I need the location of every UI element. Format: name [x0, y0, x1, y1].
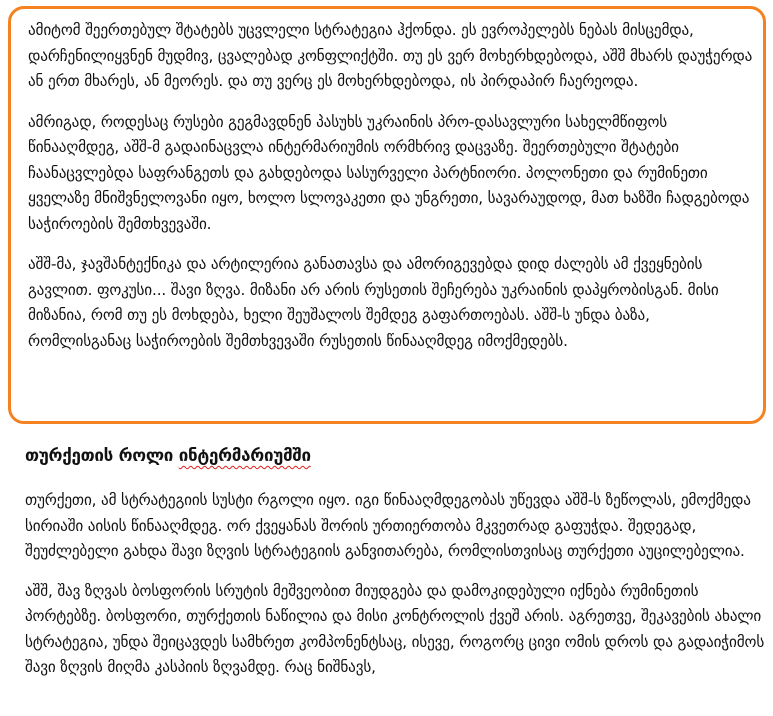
callout-paragraph-2[interactable]: ამრიგად, როდესაც რუსები გეგმავდნენ პასუხს უკრაინის პრო-დასავლური სახელმწიფოს წინააღმდეგ, აშშ-მ გადაინაცვლა ინტერმარიუმის ორმხრივ დაცვაზე. შეერთებული შტატები ჩაანაცვლებდა საფრანგეთს და გახდებოდა სასურველი პარტნიორი. პოლონეთი და რუმინეთი ყველაზე მნიშვნელოვანი იყო, ხოლო სლოვაკეთი და უნგრეთი, სავარაუდოდ, მათ ხაზში ჩადგებოდა საჭიროების შემთხვევაში.: [28, 112, 750, 233]
section-paragraph-2[interactable]: აშშ, შავ ზღვას ბოსფორის სრუტის მეშვეობით მიუდგება და დამოკიდებული იქნება რუმინეთის პორტებზე. ბოსფორი, თურქეთის ნაწილია და მისი კონტროლის ქვეშ არის. აგრეთვე, შეკავების ახალი სტრატეგია, უნდა შეიცავდეს სამხრეთ კომპონენტსაც, ისევე, როგორც ცივი ომის დროს და გადაიჭიმოს შავი ზღვის მიღმა კასპიის ზღვამდე. რაც ნიშნავს,: [25, 581, 765, 676]
section-paragraph-1[interactable]: თურქეთი, ამ სტრატეგიის სუსტი რგოლი იყო. იგი წინააღმდეგობას უწევდა აშშ-ს ზეწოლას, ემოქმედა სირიაში აისის წინააღმდეგ. ორ ქვეყანას შორის ურთიერთობა მკვეთრად გაფუჭდა. შედეგად, შეუძლებელი გახდა შავი ზღვის სტრატეგიის განვითარება, რომლისთვისაც თურქეთი აუცილებელია.: [25, 491, 751, 560]
misspelled-word[interactable]: ინტერმარიუმში: [178, 446, 311, 466]
section-heading[interactable]: [25, 440, 767, 472]
callout-paragraph-1[interactable]: ამიტომ შეერთებულ შტატებს უცვლელი სტრატეგია ჰქონდა. ეს ევროპელებს ნებას მისცემდა, დარჩენილიყვნენ მუდმივ, ცვალებად კონფლიქტში. თუ ეს ვერ მოხერხდებოდა, აშშ მხარს დაუჭერდა ან ერთ მხარეს, ან მეორეს. და თუ ვერც ეს მოხერხდებოდა, ის პირდაპირ ჩაერეოდა.: [28, 21, 753, 90]
callout-content: [28, 18, 753, 369]
callout-paragraph-3[interactable]: აშშ-მა, ჯავშანტექნიკა და არტილერია განათავსა და ამორიგევებდა დიდ ძალებს ამ ქვეყნების გავლით. ფოკუსი... შავი ზღვა. მიზანი არ არის რუსეთის შეჩერება უკრაინის დაპყრობისგან. მისი მიზანია, რომ თუ ეს მოხდება, ხელი შეუშალოს შემდეგ გაფართოებას. აშშ-ს უნდა ბაზა, რომლისგანაც საჭიროების შემთხვევაში რუსეთის წინააღმდეგ იმოქმედებს.: [28, 255, 719, 350]
heading-text: თურქეთის როლი: [25, 446, 179, 466]
highlighted-callout-box: [8, 6, 766, 424]
turkey-role-section: [25, 440, 767, 695]
